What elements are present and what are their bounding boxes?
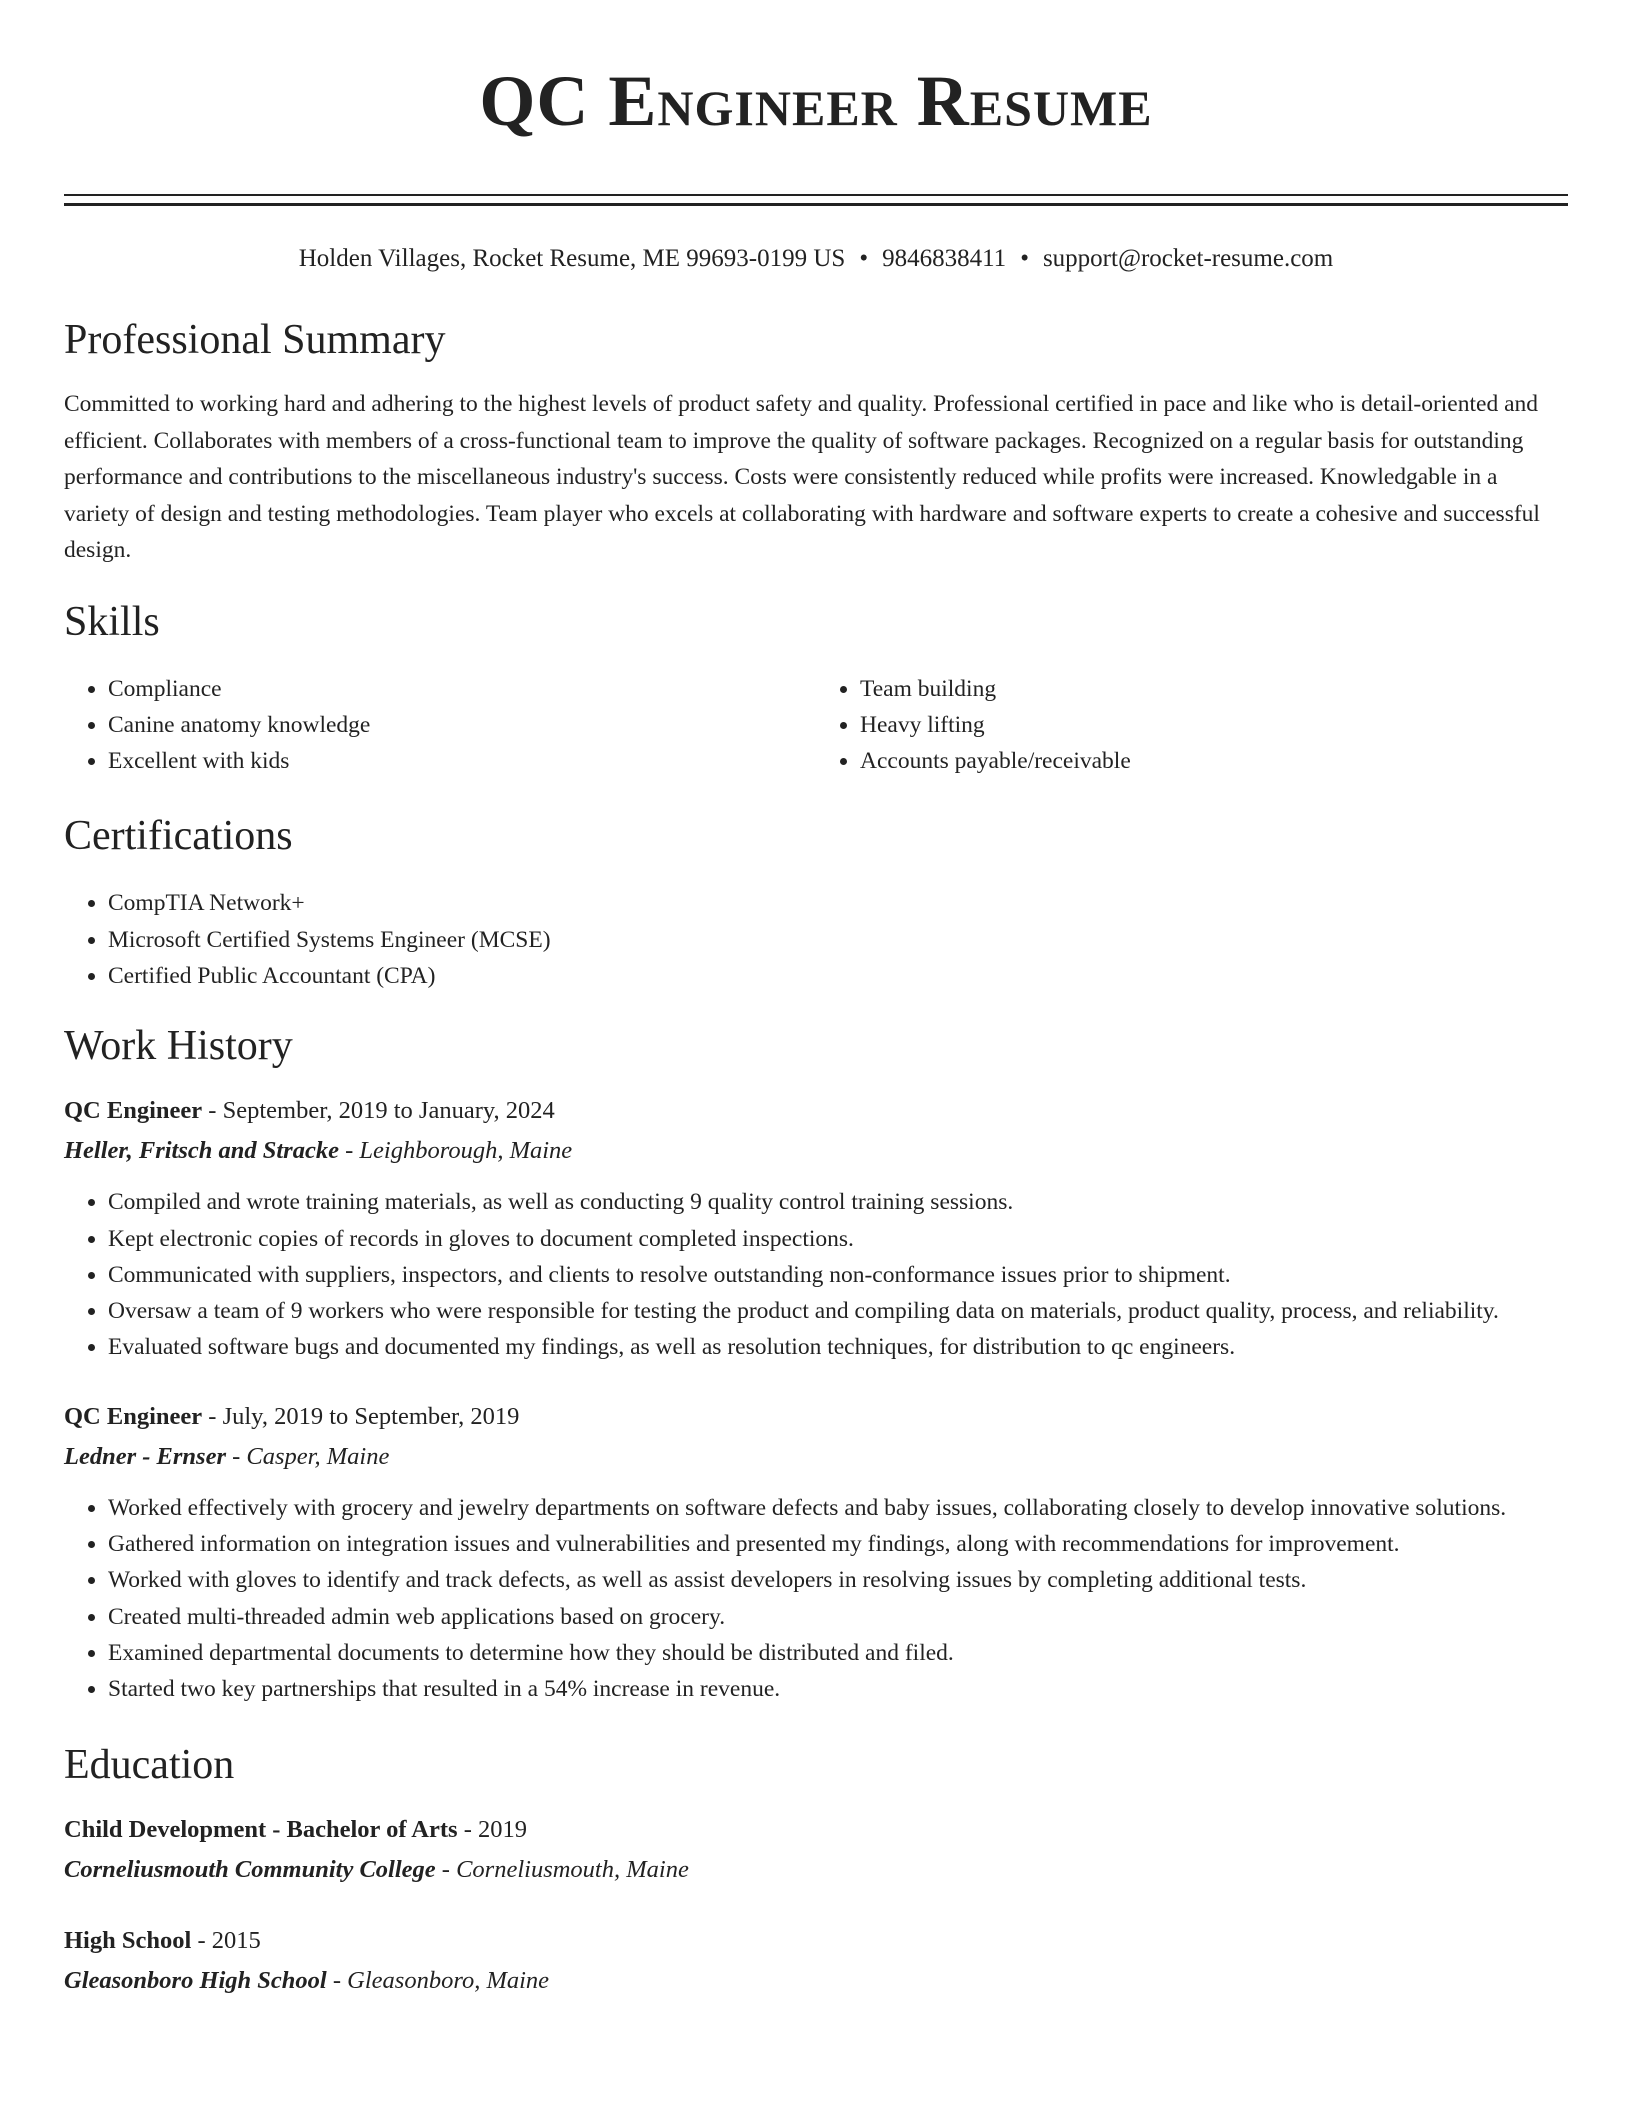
contact-address: Holden Villages, Rocket Resume, ME 99693-0199 US bbox=[298, 245, 846, 272]
job-dates: September, 2019 to January, 2024 bbox=[222, 1097, 555, 1125]
contact-phone: 9846838411 bbox=[882, 245, 1007, 272]
resume-title: QC Engineer Resume bbox=[479, 61, 1153, 141]
certification-item: • Certified Public Accountant (CPA) bbox=[108, 958, 1568, 994]
job-title: QC Engineer bbox=[64, 1402, 203, 1430]
dash: - bbox=[208, 1097, 217, 1125]
skill-item: • Excellent with kids bbox=[108, 743, 816, 779]
contact-email: support@rocket-resume.com bbox=[1042, 245, 1334, 272]
education-degree: Child Development - Bachelor of Arts bbox=[64, 1815, 458, 1843]
summary-text: Committed to working hard and adhering to the highest levels of product safety and quality. Professional certified in pace and like who is detail-oriented and efficient. Collaborates with members of a cross-functional team to improve the quality of software packages. Recognized on a regular basis for outstanding performance and contributions to the miscellaneous industry's success. Costs were consistently reduced while profits were increased. Knowledgable in a variety of design and testing methodologies. Team player who excels at collaborating with hardware and software experts to create a cohesive and successful design. bbox=[64, 391, 1540, 563]
job-dates: July, 2019 to September, 2019 bbox=[222, 1402, 520, 1430]
job-duty: • Examined departmental documents to determine how they should be distributed and filed. bbox=[108, 1635, 1568, 1671]
contact-separator: • bbox=[1020, 245, 1029, 272]
job-company-line bbox=[64, 1437, 1568, 1477]
dash: - bbox=[332, 1966, 342, 1994]
divider-line-top bbox=[64, 194, 1568, 196]
job-duty: • Oversaw a team of 9 workers who were responsible for testing the product and compiling data on materials, product quality, process, and reliability. bbox=[108, 1293, 1568, 1329]
skills-heading: Skills bbox=[64, 598, 160, 645]
job-duties-list bbox=[64, 1184, 1568, 1365]
education-entry bbox=[64, 1921, 1568, 2001]
skill-item: • Compliance bbox=[108, 671, 816, 707]
job-duty: • Worked with gloves to identify and track defects, as well as assist developers in resolving issues by completing additional tests. bbox=[108, 1562, 1568, 1598]
dash: - bbox=[345, 1137, 354, 1165]
education-year: 2019 bbox=[477, 1815, 527, 1843]
education-location: Gleasonboro, Maine bbox=[347, 1966, 550, 1994]
certification-item: • CompTIA Network+ bbox=[108, 885, 1568, 921]
education-year: 2015 bbox=[211, 1926, 261, 1954]
job-duty: • Created multi-threaded admin web applications based on grocery. bbox=[108, 1599, 1568, 1635]
certifications-list bbox=[64, 885, 1568, 994]
education-school: Corneliusmouth Community College bbox=[64, 1855, 436, 1883]
education-degree-line bbox=[64, 1810, 1568, 1850]
education-degree: High School bbox=[64, 1926, 192, 1954]
job-title: QC Engineer bbox=[64, 1097, 203, 1125]
job-duty: • Evaluated software bugs and documented my findings, as well as resolution techniques, for distribution to qc engineers. bbox=[108, 1329, 1568, 1365]
education-school: Gleasonboro High School bbox=[64, 1966, 327, 1994]
job-location: Casper, Maine bbox=[246, 1442, 390, 1470]
job-duty: • Started two key partnerships that resulted in a 54% increase in revenue. bbox=[108, 1671, 1568, 1707]
education-location: Corneliusmouth, Maine bbox=[456, 1855, 689, 1883]
skill-item: • Canine anatomy knowledge bbox=[108, 707, 816, 743]
job-duty: • Communicated with suppliers, inspectors, and clients to resolve outstanding non-conformance issues prior to shipment. bbox=[108, 1257, 1568, 1293]
dash: - bbox=[441, 1855, 450, 1883]
dash: - bbox=[197, 1926, 206, 1954]
education-school-line bbox=[64, 1850, 1568, 1890]
education-entry bbox=[64, 1810, 1568, 1890]
job-company: Ledner - Ernser bbox=[64, 1442, 226, 1470]
skills-column-left bbox=[64, 671, 816, 780]
job-duty: • Worked effectively with grocery and jewelry departments on software defects and baby issues, collaborating closely to develop innovative solutions. bbox=[108, 1490, 1568, 1526]
skill-item: • Heavy lifting bbox=[860, 707, 1568, 743]
job-duty: • Compiled and wrote training materials, as well as conducting 9 quality control training sessions. bbox=[108, 1184, 1568, 1220]
summary-heading: Professional Summary bbox=[64, 317, 446, 363]
divider-line-bottom bbox=[64, 203, 1568, 206]
job-entry bbox=[64, 1397, 1568, 1708]
contact-separator: • bbox=[859, 245, 869, 272]
job-company: Heller, Fritsch and Stracke bbox=[64, 1137, 339, 1165]
job-title-line bbox=[64, 1397, 1568, 1437]
contact-line bbox=[64, 243, 1568, 275]
job-duties-list bbox=[64, 1490, 1568, 1708]
certifications-heading: Certifications bbox=[64, 813, 293, 860]
job-entry bbox=[64, 1091, 1568, 1365]
skills-column-right bbox=[816, 671, 1568, 780]
dash: - bbox=[208, 1402, 217, 1430]
skill-item: • Accounts payable/receivable bbox=[860, 743, 1568, 779]
skills-list bbox=[64, 671, 1568, 780]
dash: - bbox=[463, 1815, 472, 1843]
dash: - bbox=[232, 1442, 241, 1470]
certification-item: • Microsoft Certified Systems Engineer (MCSE) bbox=[108, 922, 1568, 958]
job-duty: • Gathered information on integration issues and vulnerabilities and presented my findings, along with recommendations for improvement. bbox=[108, 1526, 1568, 1562]
header-divider bbox=[64, 194, 1568, 206]
skill-item: • Team building bbox=[860, 671, 1568, 707]
education-school-line bbox=[64, 1961, 1568, 2001]
job-location: Leighborough, Maine bbox=[359, 1137, 573, 1165]
work-history-heading: Work History bbox=[64, 1023, 293, 1070]
education-degree-line bbox=[64, 1921, 1568, 1961]
job-company-line bbox=[64, 1131, 1568, 1171]
education-heading: Education bbox=[64, 1741, 235, 1788]
job-title-line bbox=[64, 1091, 1568, 1131]
job-duty: • Kept electronic copies of records in gloves to document completed inspections. bbox=[108, 1221, 1568, 1257]
